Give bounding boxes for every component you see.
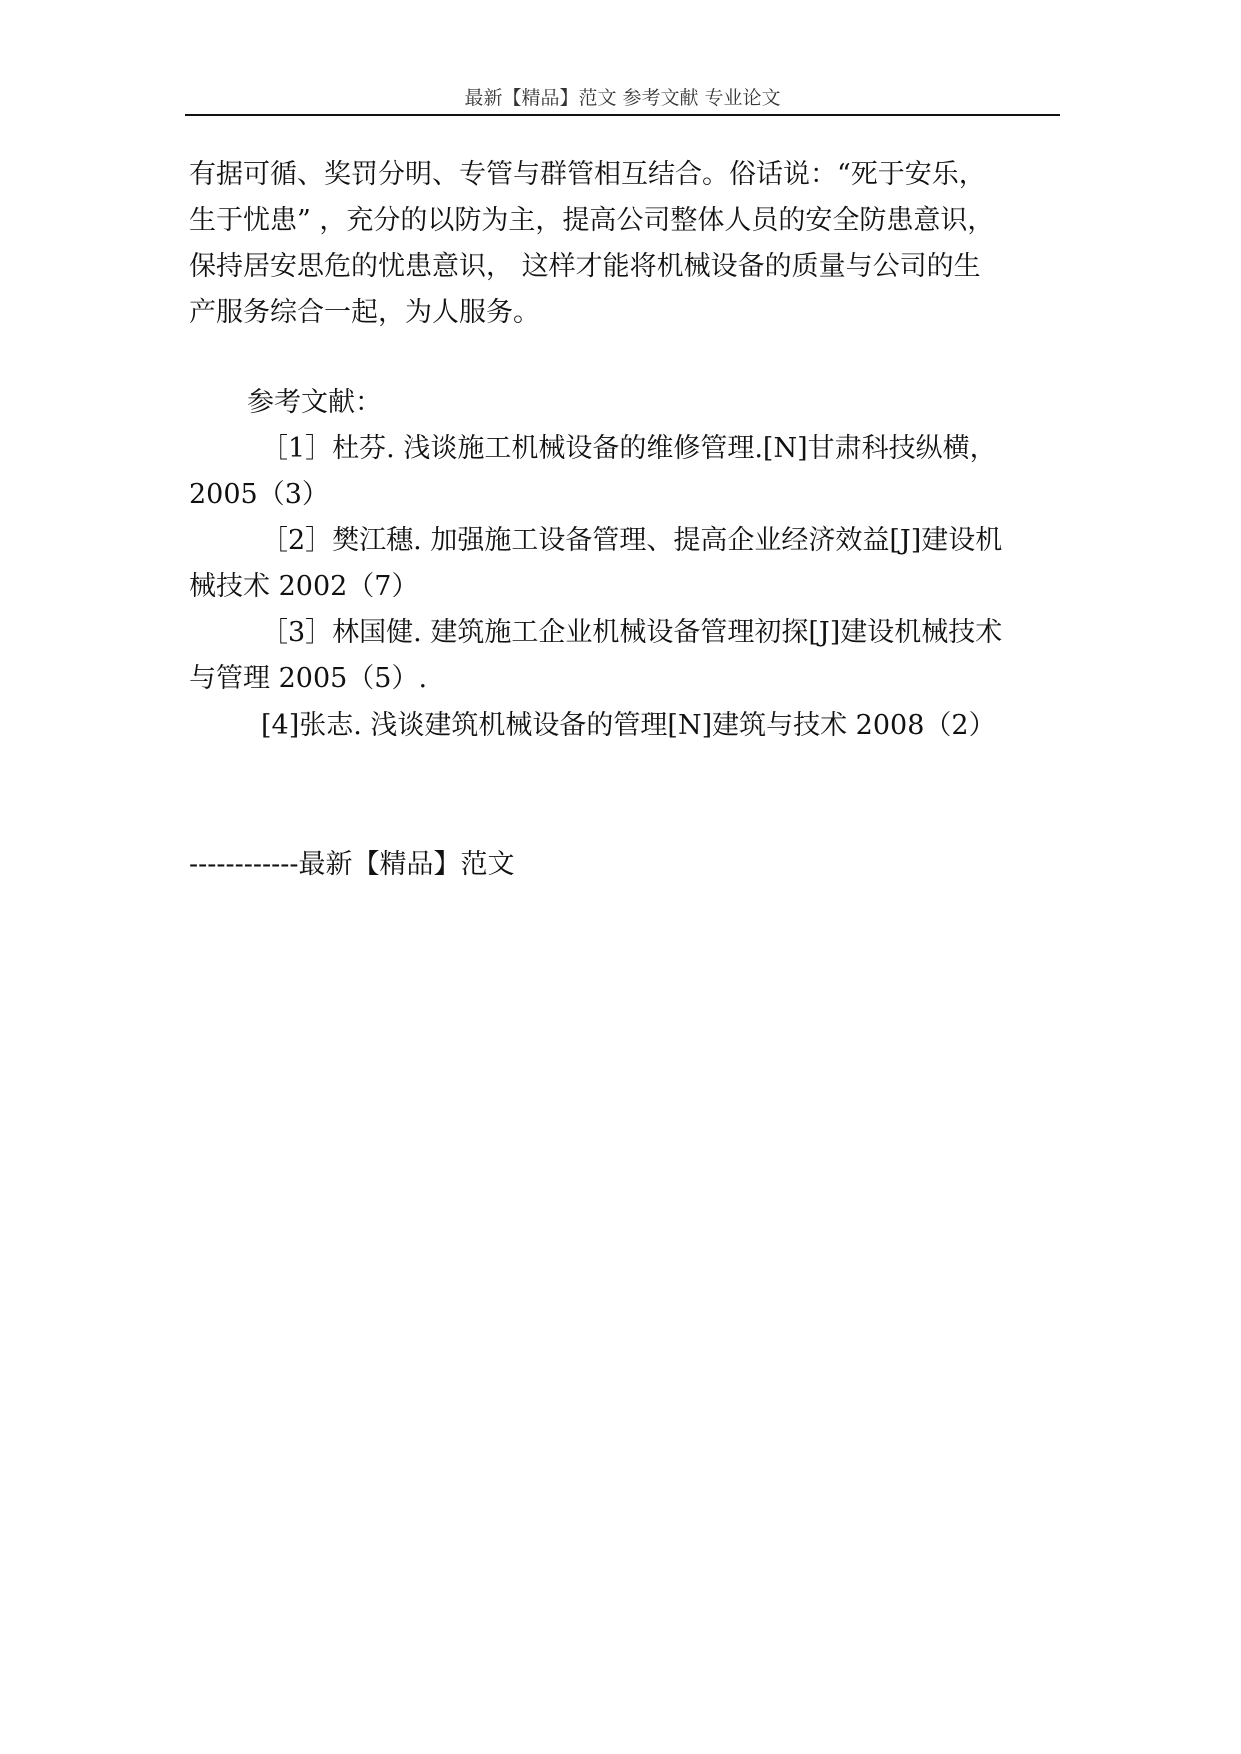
- body-line: 生于忧患” ，充分的以防为主，提高公司整体人员的安全防患意识，: [189, 205, 995, 236]
- reference-3-line2: 与管理 2005（5）.: [189, 663, 428, 694]
- references-title: 参考文献：: [247, 387, 382, 418]
- body-line: 保持居安思危的忧患意识， 这样才能将机械设备的质量与公司的生: [189, 251, 981, 282]
- reference-1-line2: 2005（3）: [189, 479, 329, 510]
- body-line: 产服务综合一起，为人服务。: [189, 297, 540, 328]
- body-line: 有据可循、奖罚分明、专管与群管相互结合。俗话说：“死于安乐，: [189, 159, 986, 190]
- reference-4-line1: [4]张志. 浅谈建筑机械设备的管理[N]建筑与技术 2008（2）: [261, 710, 996, 741]
- page-header: 最新【精品】范文 参考文献 专业论文: [464, 87, 781, 109]
- page-footer: ------------最新【精品】范文: [189, 849, 515, 880]
- header-rule: [185, 114, 1060, 116]
- reference-2-line1: ［2］樊江穗. 加强施工设备管理、提高企业经济效益[J]建设机: [261, 525, 1003, 556]
- reference-3-line1: ［3］林国健. 建筑施工企业机械设备管理初探[J]建设机械技术: [261, 617, 1003, 648]
- reference-2-line2: 械技术 2002（7）: [189, 571, 419, 602]
- reference-1-line1: ［1］杜芬. 浅谈施工机械设备的维修管理.[N]甘肃科技纵横，: [261, 433, 997, 464]
